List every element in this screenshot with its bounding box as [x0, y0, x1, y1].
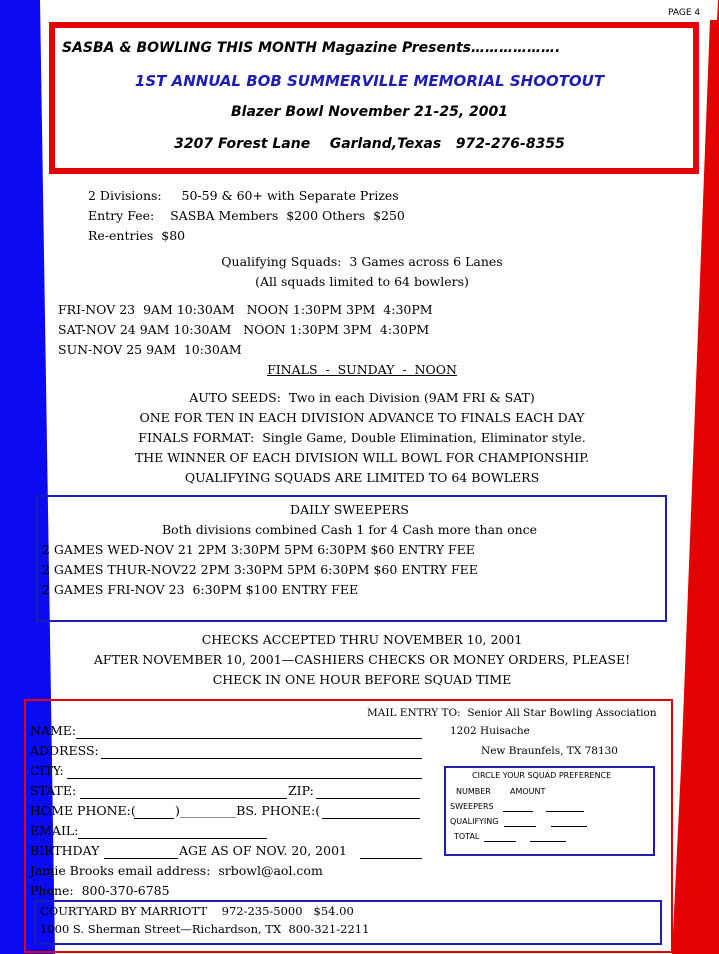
bs-phone-label: )_________BS. PHONE:( — [175, 803, 321, 818]
bs-phone-field[interactable] — [322, 817, 420, 819]
rule-finals-format: FINALS FORMAT: Single Game, Double Elimination, Eliminator style. — [138, 430, 586, 445]
contact-email: Jamie Brooks email address: srbowl@aol.com — [30, 863, 323, 878]
email-label: EMAIL: — [30, 823, 79, 838]
rule-winner: THE WINNER OF EACH DIVISION WILL BOWL FOR CHAMPIONSHIP. — [134, 450, 590, 465]
email-field[interactable] — [78, 837, 267, 839]
mail-address-city: New Braunfels, TX 78130 — [481, 745, 618, 757]
divisions-text: 2 Divisions: 50-59 & 60+ with Separate Prizes — [88, 188, 399, 203]
sweepers-wed: 2 GAMES WED-NOV 21 2PM 3:30PM 5PM 6:30PM $60 ENTRY FEE — [42, 542, 475, 557]
mail-entry-to: MAIL ENTRY TO: Senior All Star Bowling Association — [367, 707, 657, 719]
city-field[interactable] — [67, 777, 422, 779]
mail-address-street: 1202 Huisache — [450, 725, 530, 737]
checks-accepted: CHECKS ACCEPTED THRU NOVEMBER 10, 2001 — [201, 632, 523, 647]
number-column-label: NUMBER — [456, 787, 491, 796]
qualifying-number-field[interactable] — [504, 825, 536, 827]
squads-limit-text: (All squads limited to 64 bowlers) — [255, 274, 469, 289]
address-field[interactable] — [101, 757, 422, 759]
schedule-sun: SUN-NOV 25 9AM 10:30AM — [58, 342, 242, 357]
reentries-text: Re-entries $80 — [88, 228, 186, 243]
total-amount-field[interactable] — [530, 840, 566, 842]
rule-squads-limited: QUALIFYING SQUADS ARE LIMITED TO 64 BOWLERS — [184, 470, 540, 485]
address-label: ADDRESS: — [30, 743, 99, 758]
squad-preference-title: CIRCLE YOUR SQUAD PREFERENCE — [472, 771, 612, 780]
sweepers-subtitle: Both divisions combined Cash 1 for 4 Cash more than once — [161, 522, 538, 537]
check-in: CHECK IN ONE HOUR BEFORE SQUAD TIME — [212, 672, 512, 687]
finals-text: FINALS - SUNDAY - NOON — [267, 362, 457, 377]
home-phone-field[interactable] — [134, 817, 174, 819]
header-venue-address: 3207 Forest Lane Garland,Texas 972-276-8355 — [174, 136, 565, 152]
header-venue-dates: Blazer Bowl November 21-25, 2001 — [230, 104, 508, 120]
home-phone-label: HOME PHONE:( — [30, 803, 136, 818]
sweepers-row-label: SWEEPERS — [450, 802, 494, 811]
schedule-fri: FRI-NOV 23 9AM 10:30AM NOON 1:30PM 3PM 4:30PM — [58, 302, 433, 317]
rule-one-for-ten: ONE FOR TEN IN EACH DIVISION ADVANCE TO FINALS EACH DAY — [139, 410, 585, 425]
name-label: NAME: — [30, 723, 77, 738]
age-label: AGE AS OF NOV. 20, 2001 — [179, 843, 347, 858]
sweepers-title: DAILY SWEEPERS — [290, 502, 409, 517]
zip-field[interactable] — [316, 797, 420, 799]
header-line-presents: SASBA & BOWLING THIS MONTH Magazine Presents………………. — [62, 40, 561, 56]
schedule-sat: SAT-NOV 24 9AM 10:30AM NOON 1:30PM 3PM 4:30PM — [58, 322, 430, 337]
sweepers-amount-field[interactable] — [546, 810, 584, 812]
age-field[interactable] — [360, 857, 422, 859]
sweepers-number-field[interactable] — [503, 810, 533, 812]
city-label: CITY: — [30, 763, 64, 778]
qualifying-squads-text: Qualifying Squads: 3 Games across 6 Lanes — [221, 254, 503, 269]
sweepers-fri: 2 GAMES FRI-NOV 23 6:30PM $100 ENTRY FEE — [42, 582, 359, 597]
rule-auto-seeds: AUTO SEEDS: Two in each Division (9AM FRI & SAT) — [189, 390, 535, 405]
name-field[interactable] — [76, 737, 422, 739]
entry-fee-text: Entry Fee: SASBA Members $200 Others $250 — [88, 208, 405, 223]
header-event-title: 1ST ANNUAL BOB SUMMERVILLE MEMORIAL SHOOTOUT — [134, 72, 605, 90]
qualifying-row-label: QUALIFYING — [450, 817, 499, 826]
checks-after: AFTER NOVEMBER 10, 2001—CASHIERS CHECKS OR MONEY ORDERS, PLEASE! — [93, 652, 631, 667]
total-row-label: TOTAL — [454, 832, 480, 841]
state-label: STATE: — [30, 783, 77, 798]
state-field[interactable] — [80, 797, 287, 799]
zip-label: ZIP: — [288, 783, 314, 798]
hotel-name-phone-rate: COURTYARD BY MARRIOTT 972-235-5000 $54.00 — [40, 904, 354, 918]
birthday-label: BIRTHDAY — [30, 843, 100, 858]
contact-phone: Phone: 800-370-6785 — [30, 883, 170, 898]
sweepers-thur: 2 GAMES THUR-NOV22 2PM 3:30PM 5PM 6:30PM $60 ENTRY FEE — [42, 562, 478, 577]
qualifying-amount-field[interactable] — [551, 825, 587, 827]
hotel-address: 1000 S. Sherman Street—Richardson, TX 800-321-2211 — [40, 922, 370, 936]
page-number: PAGE 4 — [668, 8, 701, 18]
birthday-field[interactable] — [104, 857, 178, 859]
amount-column-label: AMOUNT — [510, 787, 546, 796]
total-number-field[interactable] — [484, 840, 516, 842]
